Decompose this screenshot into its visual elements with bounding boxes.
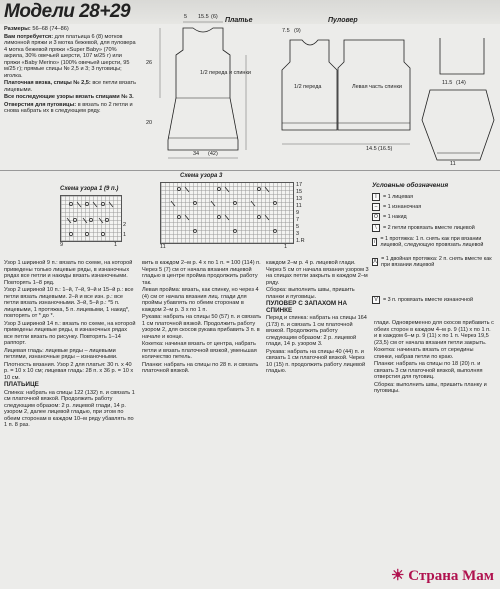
pullover-dim-g: 11 xyxy=(450,161,456,167)
dress-title: Платье xyxy=(225,17,253,24)
chart3-bottom-a: 11 xyxy=(160,244,166,250)
chart1-row-label-b: 1 xyxy=(123,232,127,238)
chart3-row-1: 1.R xyxy=(296,238,305,244)
legend-title: Условные обозначения xyxy=(372,182,449,189)
k2tog-symbol-icon: \ xyxy=(372,224,380,232)
text-column-1 xyxy=(4,260,136,585)
chart3-symbols xyxy=(161,183,293,243)
dress-dim-left2: 20 xyxy=(146,120,153,126)
dress-dim-top: 5 xyxy=(184,14,188,20)
chart3-row-15: 15 xyxy=(296,189,303,195)
legend-text: = 1 двойная протяжка: 2 п. снять вместе как при вязании лицевой xyxy=(381,256,492,268)
pullover-section-title: ПУЛОВЕР С ЗАПАХОМ НА СПИНКЕ xyxy=(266,300,348,314)
needles-text: все петли вязать лицевыми. xyxy=(4,80,136,93)
materials-label: Вам потребуется: xyxy=(4,33,54,40)
page-title: Модели 28+29 xyxy=(4,1,131,22)
chart3-row-13: 13 xyxy=(296,196,303,202)
yarnover-symbol-icon: O xyxy=(372,213,380,221)
legend-item-knit xyxy=(372,193,413,201)
legend-text: = 1 накид xyxy=(383,214,407,220)
col3-paragraph-4: Рукава: набрать на спицы 40 (44) п. и связать 1 см платочной вязкой. Через 10 (15) п. продолжить работу лицевой гладью. xyxy=(266,348,366,374)
col4-paragraph-1: глади. Одновременно для скосов прибавить с обеих сторон в каждом 4–м р. 9 (11) х по 1 п. и в каждом 6–м р. 9 (11) х по 1 п. Через 19,5 (23,5) см от начала вязания петли закрыть. xyxy=(374,320,494,346)
legend-text: = 1 лицевая xyxy=(383,194,414,200)
dress-piece-label: 1/2 переда и спинки xyxy=(200,70,251,76)
chart1-bottom-b: 1 xyxy=(114,242,118,248)
col2-paragraph-1: вить в каждом 2–м р. 4 х по 1 п. = 100 (114) п. Через 5 (7) см от начала вязания лицевой гладью в центре пройма продолжить работу так. xyxy=(142,260,261,286)
text-column-4 xyxy=(374,320,494,570)
col2-paragraph-5: Планки: набрать на спицы по 28 п. и связать платочной вязкой. xyxy=(142,361,259,374)
ssk-symbol-icon: / xyxy=(373,239,376,245)
sizes-value: 56–68 (74–86) xyxy=(32,26,69,32)
legend-text: = 2 петли провязать вместе лицевой xyxy=(383,225,475,231)
legend-text: = 1 изнаночная xyxy=(383,204,422,210)
pullover-dim-a: 7.5 xyxy=(282,28,290,34)
col2-paragraph-3: Рукава: набрать на спицы 50 (57) п. и связать 1 см платочной вязкой. Продолжить работу узором 2, для скосов рукава прибавить 3 п. в начале и конце. xyxy=(142,314,262,340)
chart3-row-11: 11 xyxy=(296,203,302,209)
chart1-symbols xyxy=(61,196,121,241)
col3-paragraph-3: Перед и спинка: набрать на спицы 164 (173) п. и связать 1 см платочной вязкой. Продолжить работу следующим образом: 2 р. лицевой глади, 14 р. узором 3. xyxy=(266,315,367,347)
pullover-dim-d: (16.5) xyxy=(378,146,393,152)
text-column-2 xyxy=(142,260,264,585)
stockinette-paragraph: Лицевая гладь: лицевые ряды – лицевыми петлями, изнаночные ряды – изнаночными. xyxy=(4,347,118,360)
legend-item-double-dec xyxy=(372,256,494,268)
dress-schematic-drawing xyxy=(138,10,258,165)
chart3-title: Схема узора 3 xyxy=(180,173,223,179)
p3tog-symbol-icon: V xyxy=(372,296,380,304)
col4-paragraph-4: Сборка: выполнить швы, пришить планку и пуговицы. xyxy=(374,381,487,394)
legend-item-purl xyxy=(372,203,421,211)
pullover-dim-e: 11.5 xyxy=(442,80,453,86)
text-column-3 xyxy=(266,260,370,585)
pattern2-paragraph: Узор 2 шириной 10 п.: 1–й, 7–й, 9–й и 15–й р.: все петли вязать лицевыми. 2–й и все изн. р.: все петли вязать изнаночными. 3–й, 5–й р.: *5 п. лицевыми, 1 протяжка, 5 п. лицевыми, 1 накид*, повторять от * до *. xyxy=(4,287,134,319)
pullover-dim-b: (9) xyxy=(294,28,301,34)
gauge-paragraph: Плотность вязания. Узор 2 для платья: 30 п. х 40 р. = 10 х 10 см; лицевая гладь: 28 п. х 36 р. = 10 х 10 см. xyxy=(4,361,134,381)
materials-column xyxy=(4,26,136,166)
pattern3-paragraph: Узор 3 шириной 14 п.: вязать по схеме, на которой приведены лицевые ряды, в изнаночных рядах все петли вязать по рисунку. Повторять 1–14 раппорт. xyxy=(4,320,136,346)
chart3-row-3: 3 xyxy=(296,231,300,237)
col4-paragraph-3: Планки: набрать на спицы по 18 (20) п. и связать 3 см платочной вязкой, выполняя отверстия для пуговиц. xyxy=(374,361,483,380)
legend-item-k2tog xyxy=(372,224,492,232)
col3-paragraph-2: Сборка: выполнить швы, пришить планки и пуговицы. xyxy=(266,287,355,300)
chart3-row-5: 5 xyxy=(296,224,300,230)
dress-dim-bottom: 34 xyxy=(193,151,200,157)
knit-symbol-icon: I xyxy=(372,193,380,201)
legend-text: = 1 протяжка: 1 п. снять как при вязании лицевой, следующую провязать лицевой xyxy=(380,236,484,248)
needles-label: Платочная вязка, спицы № 2,5: xyxy=(4,80,91,86)
legend-item-ssk xyxy=(372,236,494,248)
dress-dim-top3: (6) xyxy=(211,14,218,20)
legend-item-p3tog xyxy=(372,296,494,304)
stitch-chart-3 xyxy=(160,182,294,244)
chart3-row-9: 9 xyxy=(296,210,300,216)
chart1-row-label-a: 2 xyxy=(123,222,127,228)
double-dec-symbol-icon: Λ xyxy=(373,259,377,265)
col4-paragraph-2: Кокетка: начинать вязать от середины спинки, набрав петли по краю. xyxy=(374,347,474,360)
pattern1-paragraph: Узор 1 шириной 9 п.: вязать по схеме, на которой приведены только лицевые ряды, в изнаночных рядах все петли и накиды вязать изнаночными. Повторять 1–8 ряд. xyxy=(4,260,133,286)
chart1-title: Схема узора 1 (9 п.) xyxy=(60,186,119,192)
col2-paragraph-4: Кокетка: начиная вязать от центра, набрать петли и вязать платочной вязкой, уменьшая количество петель. xyxy=(142,341,257,360)
purl-symbol-icon: – xyxy=(372,203,380,211)
stitch-chart-1 xyxy=(60,195,122,242)
dress-dim-left: 26 xyxy=(146,60,153,66)
pullover-front-label: 1/2 переда xyxy=(294,84,322,90)
pullover-dim-f: (14) xyxy=(456,80,466,86)
sizes-label: Размеры: xyxy=(4,26,31,32)
chart3-row-7: 7 xyxy=(296,217,300,223)
dress-dim-top2: 15.5 xyxy=(198,14,209,20)
col2-paragraph-2: Левая пройма: вязать, как спинку, но через 4 (4) см от начала вязания лиц. глади для проймы убавлять по обеим сторонам в каждом 2–м р. 3 х по 1 п. xyxy=(142,287,259,313)
buttonholes-label: Отверстия для пуговицы: xyxy=(4,101,77,108)
pullover-title: Пуловер xyxy=(328,17,358,24)
dress-section-title: ПЛАТЬИЦЕ xyxy=(4,381,39,388)
pullover-schematic xyxy=(262,10,498,170)
legend-item-yarnover xyxy=(372,213,407,221)
chart3-bottom-b: 1 xyxy=(284,244,288,250)
site-watermark: ☀ Страна Мам xyxy=(391,568,494,584)
dress-dim-bottom2: (42) xyxy=(208,151,218,157)
section-divider xyxy=(0,170,500,171)
pullover-back-label: Левая часть спинки xyxy=(352,84,402,90)
legend-text: = 3 п. провязать вместе изнаночной xyxy=(383,297,474,303)
col3-paragraph-1: каждом 2–м р. 4 р. лицевой глади. Через 5 см от начала вязания узором 3 на спицах петли закрыть в каждом 2–м ряду. xyxy=(266,260,369,286)
chart3-row-17: 17 xyxy=(296,182,303,188)
dress-back-paragraph: Спинка: набрать на спицы 122 (132) п. и связать 1 см платочной вязкой. Продолжить работу следующим образом: 2 р. лицевой глади, 14 р. узором 2, далее лицевой гладью, при этом по обеим сторонам в каждом 10–м ряду убавлять по 1 п. 8 раз. xyxy=(4,389,135,428)
chart1-bottom-a: 9 xyxy=(60,242,64,248)
pattern-note: Все последующие узоры вязать спицами № 3. xyxy=(4,94,134,100)
chart3-row-labels xyxy=(296,182,316,244)
materials-text: для платьица 6 (8) мотков лимонной пряжи и 3 мотка бежевой, для пуловера 4 мотка бежевой пряжи «Super Baby» (70% акрила, 30% овечьей шерсти, 107 м/25 г) или пряжи «Baby Merino» (100% овечьей шерсти, 95 м/25 г); прямые спицы № 2,5 и 3; 3 пуговицы; иголка. xyxy=(4,33,136,79)
buttonholes-text: в вязать по 2 петли и снова набрать их в следующем ряду. xyxy=(4,101,133,114)
dress-schematic xyxy=(138,10,258,165)
pullover-dim-c: 14.5 xyxy=(366,146,377,152)
